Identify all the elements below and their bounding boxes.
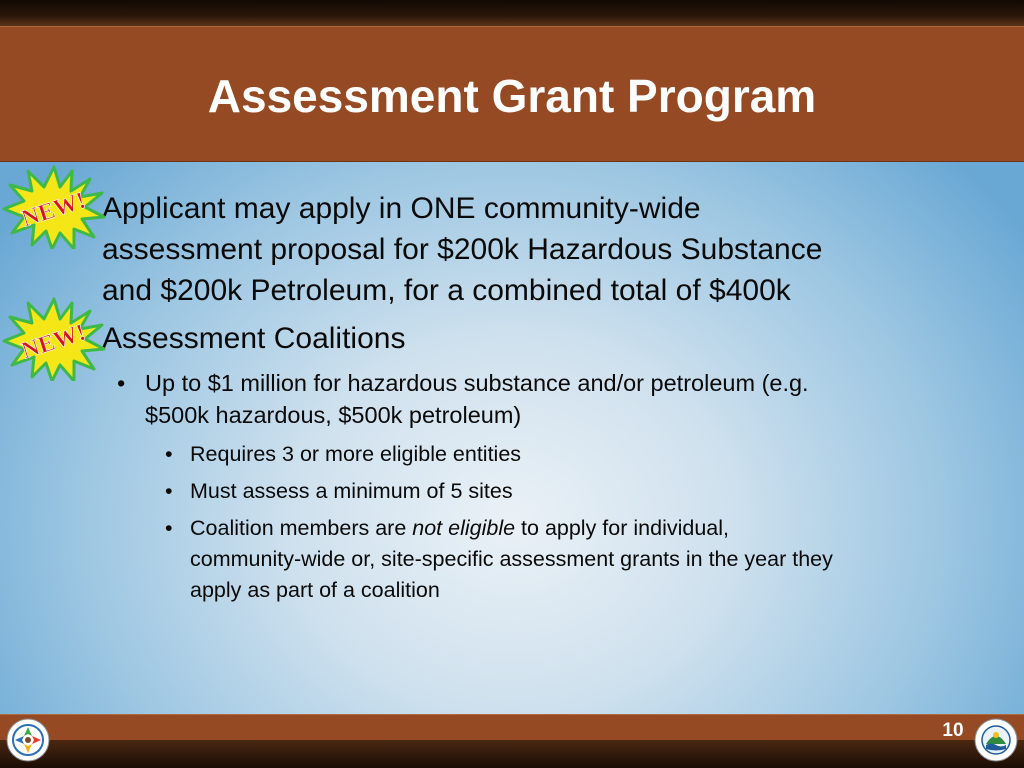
slide-title: Assessment Grant Program [207, 70, 817, 122]
bullet-applicant-line-1: Applicant may apply in ONE community-wide [102, 192, 701, 225]
sub-sub-bullet-text-line-1 [190, 513, 980, 544]
new-badge-text: NEW! [18, 187, 89, 233]
bottom-border [0, 740, 1024, 768]
bullet-dot: • [165, 479, 173, 503]
bullet-dot: • [117, 370, 126, 396]
bullet-applicant-line-2: assessment proposal for $200k Hazardous Substance [102, 233, 823, 266]
top-border [0, 0, 1024, 26]
brownfields-seal-icon [6, 718, 50, 762]
page-number: 10 [942, 720, 964, 741]
text-segment: Coalition members are [190, 516, 413, 540]
bullet-dot: • [165, 516, 173, 540]
sub-sub-bullet-text: Requires 3 or more eligible entities [190, 442, 522, 466]
epa-seal-icon [974, 718, 1018, 762]
sub-sub-bullet-text: Must assess a minimum of 5 sites [190, 479, 513, 503]
sub-bullet-line-2: $500k hazardous, $500k petroleum) [145, 402, 522, 428]
new-badge-text: NEW! [18, 319, 89, 365]
new-starburst-icon [2, 297, 106, 381]
sub-sub-bullet-text-line-2: community-wide or, site-specific assessment grants in the year they [190, 547, 833, 571]
bullet-assessment-coalitions: Assessment Coalitions [102, 322, 406, 355]
slide-content [0, 162, 1024, 714]
new-starburst-icon [2, 165, 106, 249]
text-segment: to apply for individual, [515, 516, 729, 540]
sub-bullet-line-1: Up to $1 million for hazardous substance and/or petroleum (e.g. [145, 370, 809, 396]
bullet-dot: • [165, 442, 173, 466]
bullet-applicant-line-3: and $200k Petroleum, for a combined total of $400k [102, 274, 791, 307]
emphasis-not-eligible: not eligible [412, 516, 516, 540]
sub-sub-bullet-text-line-3: apply as part of a coalition [190, 578, 440, 602]
footer-band [0, 714, 1024, 741]
